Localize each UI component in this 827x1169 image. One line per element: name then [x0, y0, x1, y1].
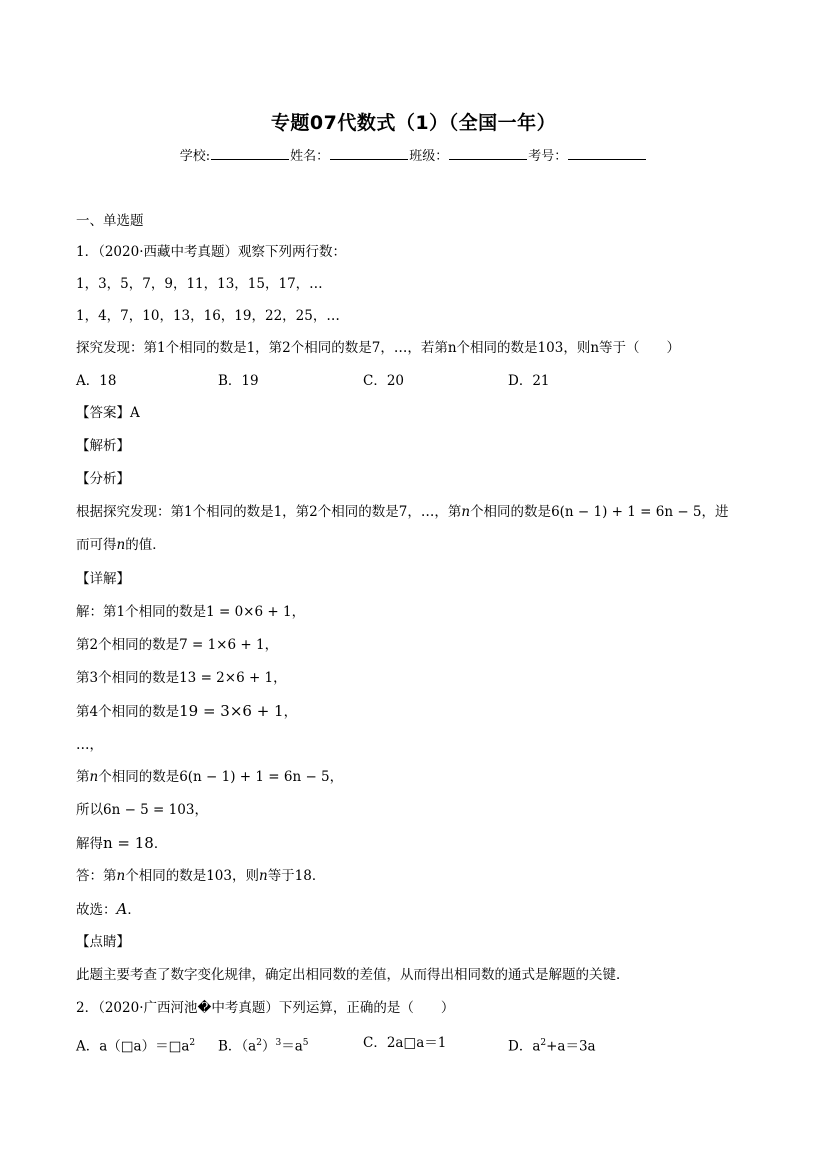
page-title: 专题07代数式（1）（全国一年） [270, 112, 557, 134]
q2-option-a: A．$a(□a)=□a^2$ [76, 1038, 196, 1055]
q1-question: 探究发现：第1个相同的数是1，第2个相同的数是7，…，若第n个相同的数是103，则n等于（ ） [76, 340, 681, 356]
q2-option-d: D．$a^2+a=3a$ [508, 1038, 596, 1055]
q1-row1: 1，3，5，7，9，11，13，15，17，… [76, 276, 323, 292]
q2-option-b: B．$(a^2)^3=a^5$ [218, 1038, 309, 1055]
formula: 6(n − 1) + 1 = 6n − 5 [179, 769, 330, 785]
school-blank [211, 147, 289, 160]
q2-option-c: C．2a□a＝1 [363, 1035, 447, 1051]
q1-fenxi-line2: 而可得n的值． [76, 537, 166, 553]
q1-fenxi-line1: 根据探究发现：第1个相同的数是1，第2个相同的数是7，…，第n个相同的数是6(n − 1) + 1 = 6n − 5，进 [76, 504, 729, 520]
student-info-line [0, 145, 827, 164]
q1-comment: 此题主要考查了数字变化规律，确定出相同数的差值，从而得出相同数的通式是解题的关键． [76, 967, 630, 983]
formula: 7 = 1×6 + 1 [179, 637, 265, 653]
q1-stem: 1．（2020·西藏中考真题）观察下列两行数： [76, 244, 346, 260]
q1-detail-line5: 第n个相同的数是6(n − 1) + 1 = 6n − 5， [76, 769, 344, 785]
q1-fenxi-heading: 【分析】 [76, 471, 130, 487]
q1-detail-heading: 【详解】 [76, 571, 130, 587]
q1-option-d: D．21 [508, 373, 550, 389]
formula: 6n − 5 = 103 [103, 802, 195, 818]
formula: 13 = 2×6 + 1 [179, 670, 274, 686]
q1-option-a: A．18 [76, 373, 117, 389]
q1-row2: 1，4，7，10，13，16，19，22，25，… [76, 308, 340, 324]
q1-option-b: B．19 [218, 373, 259, 389]
formula: 6(n − 1) + 1 = 6n − 5 [551, 504, 702, 520]
q1-detail-line3: 第3个相同的数是13 = 2×6 + 1， [76, 670, 287, 686]
q1-option-c: C．20 [363, 373, 405, 389]
formula: 1 = 0×6 + 1 [206, 604, 292, 620]
q2-stem: 2．（2020·广西河池�中考真题）下列运算，正确的是（ ） [76, 1000, 455, 1016]
q1-detail-line8: 答：第n个相同的数是103，则n等于18． [76, 868, 326, 884]
q1-detail-line6: 所以6n − 5 = 103， [76, 802, 208, 818]
q1-detail-line9: 故选：A． [76, 900, 141, 918]
section-title: 一、单选题 [76, 213, 144, 229]
q1-detail-line7: 解得n = 18． [76, 834, 168, 852]
q1-analysis-heading: 【解析】 [76, 438, 130, 454]
q1-detail-ellipsis: …， [76, 737, 103, 753]
formula: n = 18 [103, 834, 154, 852]
class-label: 班级： [409, 149, 449, 164]
exam-no-blank [568, 147, 646, 160]
formula: 19 = 3×6 + 1 [179, 702, 284, 720]
q1-detail-line1: 解：第1个相同的数是1 = 0×6 + 1， [76, 604, 306, 620]
name-label: 姓名： [290, 149, 330, 164]
name-blank [330, 147, 408, 160]
q1-detail-line2: 第2个相同的数是7 = 1×6 + 1， [76, 637, 279, 653]
class-blank [449, 147, 527, 160]
school-label: 学校: [179, 149, 211, 164]
exam-no-label: 考号： [528, 149, 568, 164]
q1-detail-line4: 第4个相同的数是19 = 3×6 + 1， [76, 702, 298, 720]
q1-answer: 【答案】A [76, 405, 140, 421]
q1-comment-heading: 【点睛】 [76, 934, 130, 950]
